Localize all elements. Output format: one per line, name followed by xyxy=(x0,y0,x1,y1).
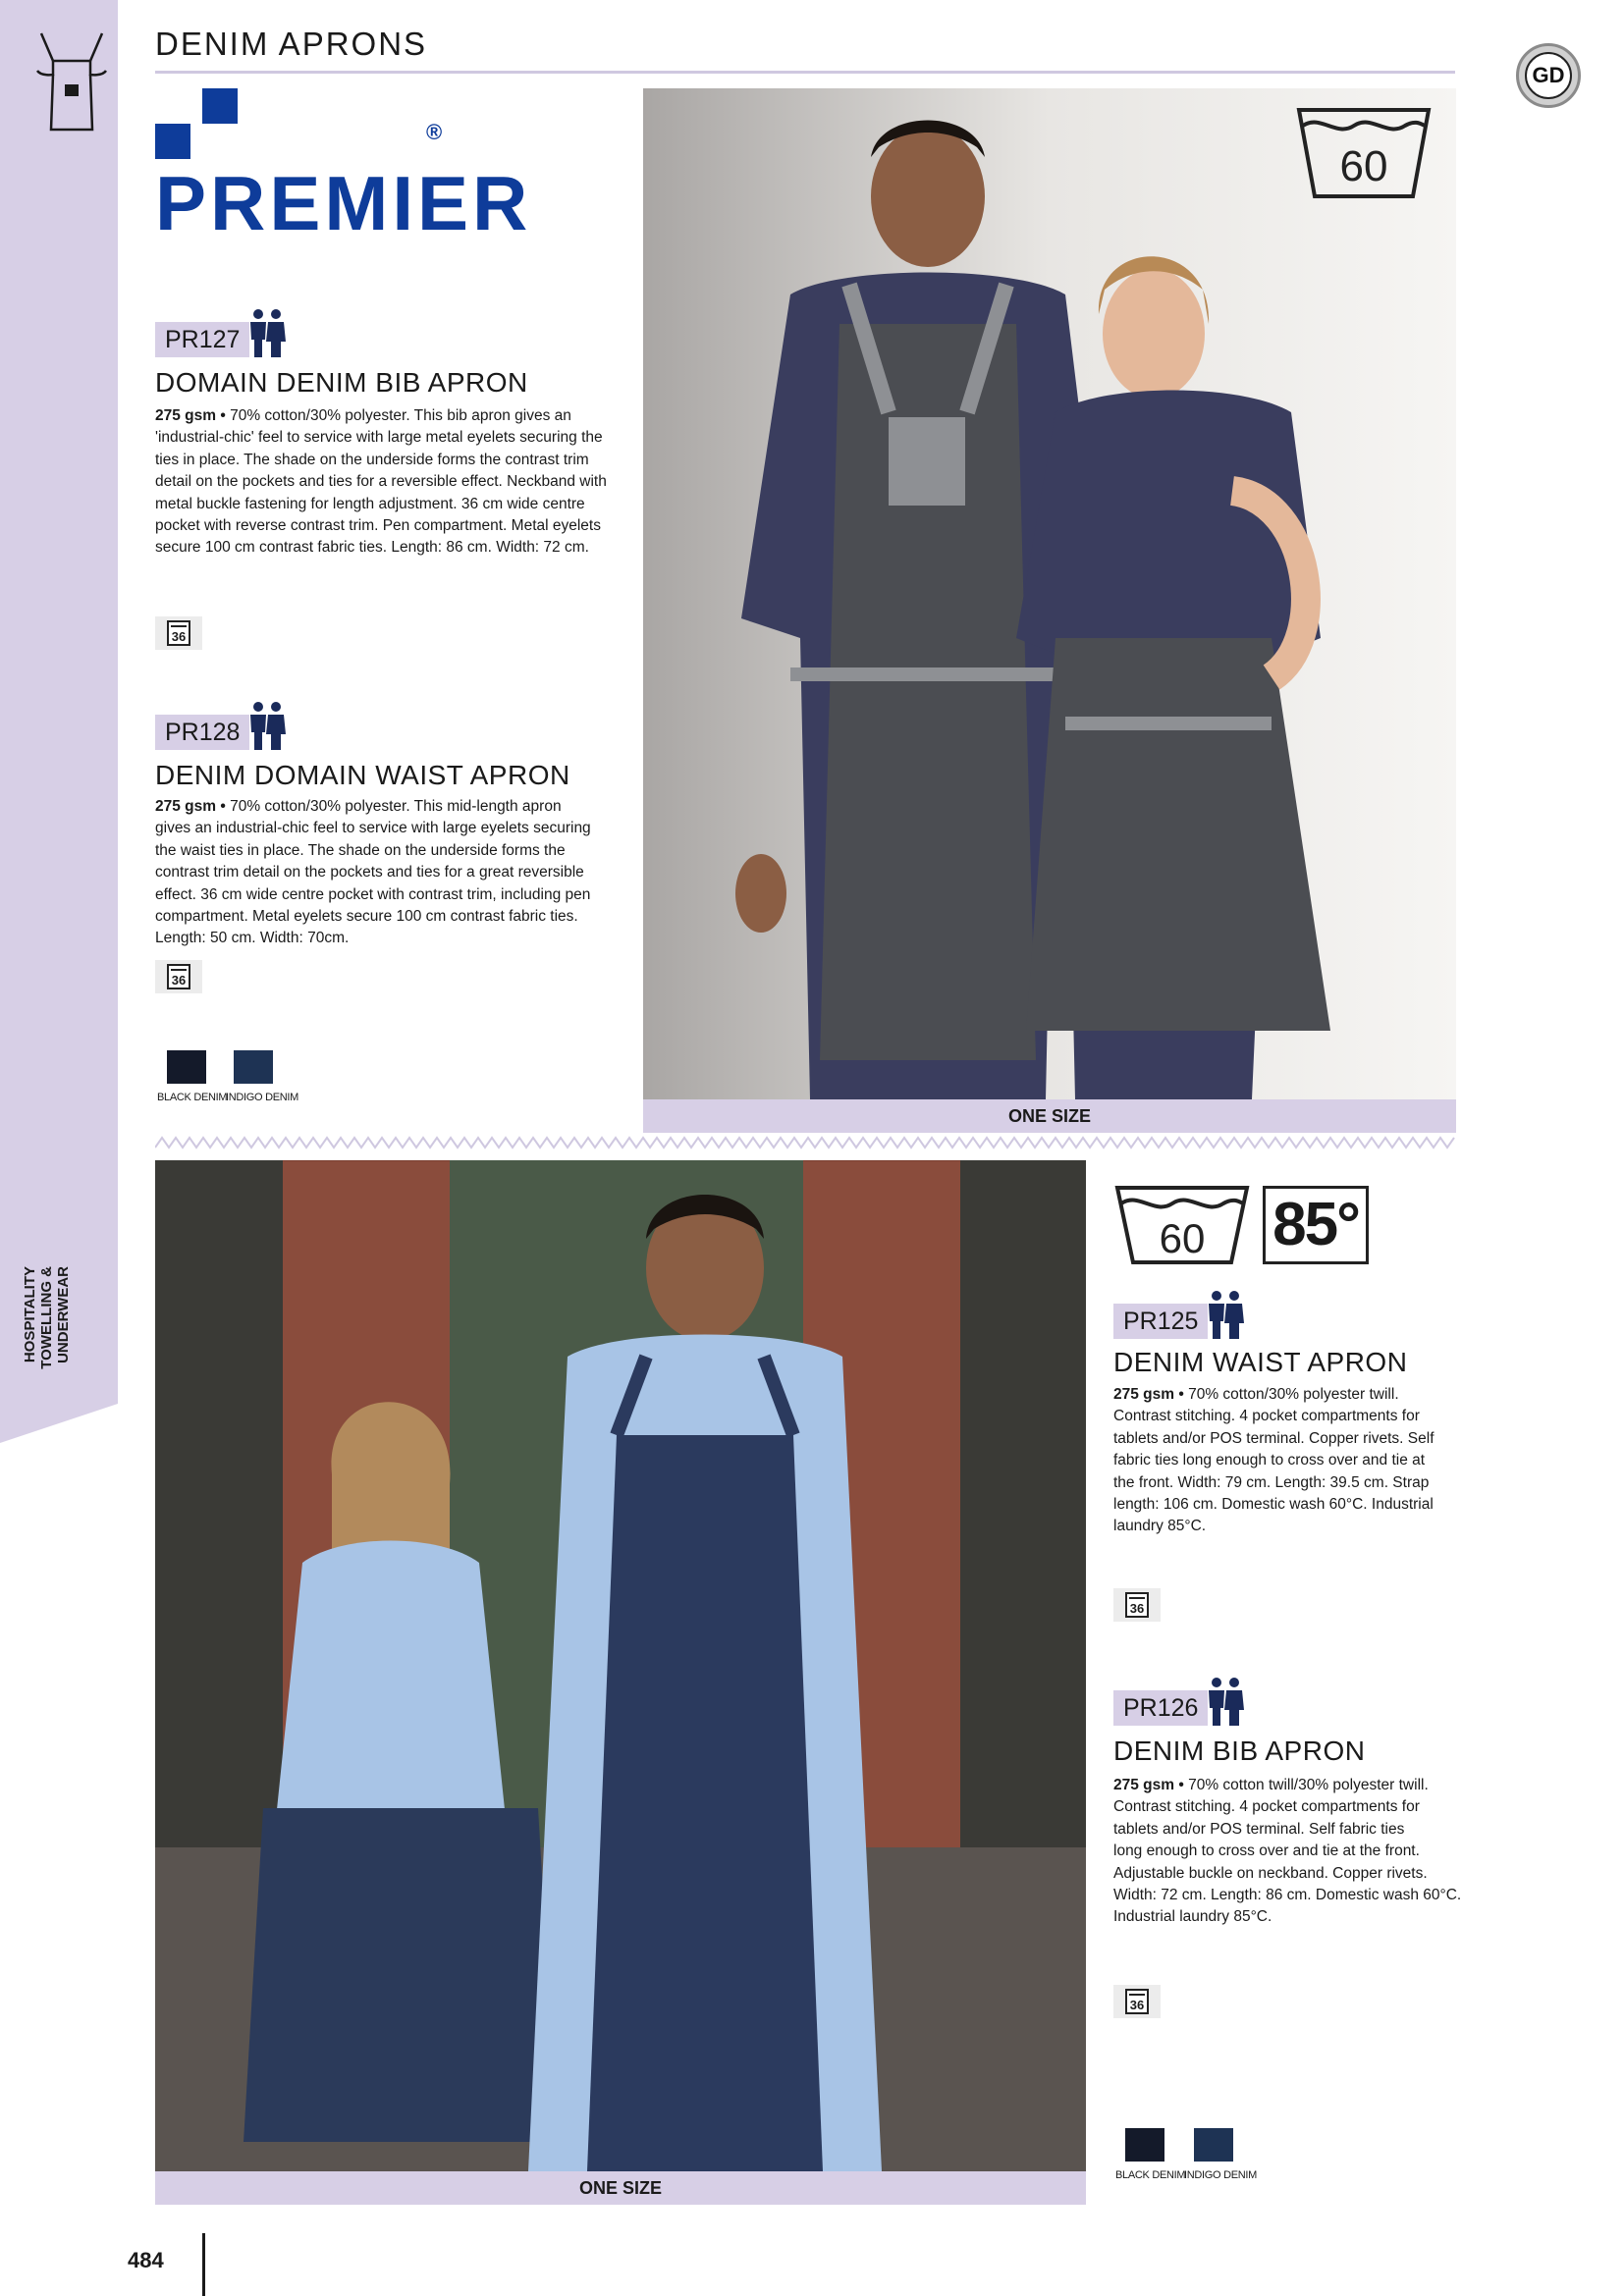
description-line: metal buckle fastening for length adjustment. 36 cm wide centre xyxy=(155,495,585,512)
product-title: DENIM WAIST APRON xyxy=(1113,1347,1408,1377)
bullet: • xyxy=(216,407,231,424)
description-line: 70% cotton/30% polyester twill. xyxy=(1188,1386,1399,1403)
product-photo-pr127-pr128 xyxy=(643,88,1456,1099)
description-line: long enough to cross over and tie at the front. xyxy=(1113,1842,1420,1860)
product-code-badge: PR128 xyxy=(155,715,249,750)
description-line: contrast trim detail on the pockets and ties for a great reversible xyxy=(155,864,584,881)
description-line: Length: 50 cm. Width: 70cm. xyxy=(155,930,350,947)
svg-text:60: 60 xyxy=(1159,1215,1206,1261)
product-code-badge: PR125 xyxy=(1113,1304,1208,1339)
wash-60-icon xyxy=(1113,1184,1251,1266)
pack-quantity: 36 xyxy=(1125,1989,1149,2014)
apron-icon xyxy=(31,31,112,133)
side-label-line-2: TOWELLING & xyxy=(38,1266,55,1369)
swatch-label: BLACK DENIM xyxy=(1115,2169,1186,2181)
carton-pack-icon xyxy=(155,960,202,993)
description-line: length: 106 cm. Domestic wash 60°C. Industrial xyxy=(1113,1496,1434,1514)
bullet: • xyxy=(1174,1386,1189,1403)
description-line: tablets and/or POS terminal. Self fabric ties xyxy=(1113,1820,1405,1838)
description-line: Industrial laundry 85°C. xyxy=(1113,1908,1272,1926)
product-title: DENIM DOMAIN WAIST APRON xyxy=(155,760,570,790)
description-line: 70% cotton/30% polyester. This bib apron gives an xyxy=(230,407,571,424)
product-weight: 275 gsm xyxy=(155,407,217,424)
product-code-badge: PR127 xyxy=(155,322,249,357)
description-line: Contrast stitching. 4 pocket compartments for xyxy=(1113,1408,1420,1425)
unisex-icon xyxy=(245,701,289,750)
product-weight: 275 gsm xyxy=(155,798,217,815)
bullet: • xyxy=(216,798,231,815)
industrial-laundry-85-icon xyxy=(1263,1186,1369,1264)
page-title: DENIM APRONS xyxy=(155,26,428,62)
carton-pack-icon xyxy=(1113,1985,1161,2018)
product-code-badge: PR126 xyxy=(1113,1690,1208,1726)
side-band-notch xyxy=(0,1404,118,1443)
product-weight: 275 gsm xyxy=(1113,1386,1175,1403)
industrial-temp-label: 85° xyxy=(1272,1191,1359,1258)
description-line: ties in place. The shade on the underside forms the contrast trim xyxy=(155,451,589,468)
pack-quantity: 36 xyxy=(167,964,190,989)
svg-text:60: 60 xyxy=(1339,142,1388,190)
side-label-line-1: HOSPITALITY xyxy=(22,1266,38,1363)
product-description xyxy=(1113,1775,1487,1929)
swatch-label: INDIGO DENIM xyxy=(1184,2169,1258,2181)
description-line: compartment. Metal eyelets secure 100 cm contrast fabric ties. xyxy=(155,908,578,926)
description-line: fabric ties long enough to cross over and tie at xyxy=(1113,1452,1426,1469)
pack-quantity: 36 xyxy=(1125,1592,1149,1618)
colour-swatch-indigo-denim xyxy=(1194,2128,1233,2162)
unisex-icon xyxy=(1204,1290,1247,1339)
swatch-label: INDIGO DENIM xyxy=(226,1092,299,1103)
size-bar: ONE SIZE xyxy=(643,1099,1456,1133)
product-title: DOMAIN DENIM BIB APRON xyxy=(155,367,528,398)
supplier-badge xyxy=(1516,43,1581,108)
colour-swatch-black-denim xyxy=(167,1050,206,1084)
description-line: Adjustable buckle on neckband. Copper rivets. xyxy=(1113,1864,1428,1882)
product-description xyxy=(155,796,617,950)
description-line: Width: 72 cm. Length: 86 cm. Domestic wash 60°C. xyxy=(1113,1887,1462,1904)
page-number: 484 xyxy=(128,2248,164,2272)
description-line: 70% cotton twill/30% polyester twill. xyxy=(1188,1777,1429,1793)
pack-quantity: 36 xyxy=(167,620,190,646)
unisex-icon xyxy=(245,308,289,357)
logo-square-2 xyxy=(202,88,238,124)
description-line: the front. Width: 79 cm. Length: 39.5 cm. Strap xyxy=(1113,1473,1430,1491)
supplier-badge-logo: GD xyxy=(1525,52,1572,99)
side-label-line-3: UNDERWEAR xyxy=(55,1266,72,1363)
logo-wordmark: PREMIER xyxy=(155,160,532,246)
product-photo-pr125-pr126 xyxy=(155,1160,1086,2171)
bullet: • xyxy=(1174,1777,1189,1793)
product-description xyxy=(155,405,617,560)
description-line: 'industrial-chic' feel to service with large metal eyelets securing the xyxy=(155,429,603,447)
description-line: the waist ties in place. The shade on the underside forms the xyxy=(155,841,566,859)
size-bar: ONE SIZE xyxy=(155,2171,1086,2205)
description-line: effect. 36 cm wide centre pocket with contrast trim, including pen xyxy=(155,885,591,903)
page-number-divider xyxy=(202,2233,205,2296)
logo-square-1 xyxy=(155,124,190,159)
description-line: Contrast stitching. 4 pocket compartments for xyxy=(1113,1798,1420,1816)
header-divider xyxy=(155,71,1455,74)
unisex-icon xyxy=(1204,1677,1247,1726)
carton-pack-icon xyxy=(155,616,202,650)
carton-pack-icon xyxy=(1113,1588,1161,1622)
product-title: DENIM BIB APRON xyxy=(1113,1735,1366,1766)
registered-mark: ® xyxy=(426,120,443,144)
description-line: pocket with reverse contrast trim. Pen compartment. Metal eyelets xyxy=(155,517,601,535)
colour-swatch-black-denim xyxy=(1125,2128,1164,2162)
premier-logo xyxy=(155,88,532,246)
section-divider xyxy=(155,1136,1455,1149)
product-weight: 275 gsm xyxy=(1113,1777,1175,1793)
colour-swatch-indigo-denim xyxy=(234,1050,273,1084)
description-line: secure 100 cm contrast fabric ties. Length: 86 cm. Width: 72 cm. xyxy=(155,539,589,557)
swatch-label: BLACK DENIM xyxy=(157,1092,228,1103)
section-side-label xyxy=(22,1266,81,1374)
description-line: laundry 85°C. xyxy=(1113,1518,1207,1535)
description-line: tablets and/or POS terminal. Copper rivets. Self xyxy=(1113,1429,1435,1447)
description-line: 70% cotton/30% polyester. This mid-length apron xyxy=(230,798,562,815)
product-description xyxy=(1113,1384,1467,1538)
description-line: detail on the pockets and ties for a reversible effect. Neckband with xyxy=(155,473,607,491)
side-band xyxy=(0,0,118,1443)
description-line: gives an industrial-chic feel to service with large eyelets securing xyxy=(155,820,591,837)
